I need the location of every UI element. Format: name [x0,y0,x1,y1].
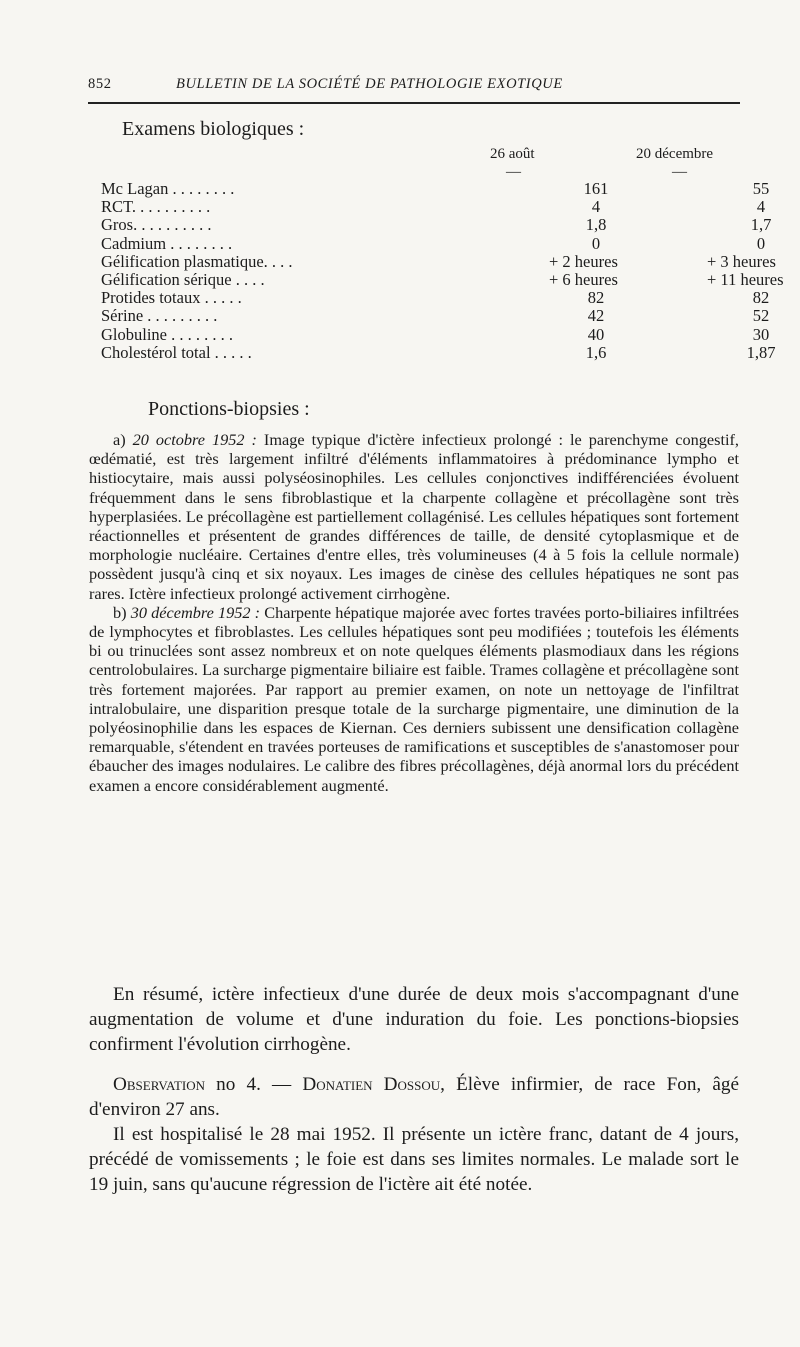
value-dec: 30 [752,324,770,344]
value-aug: 42 [587,306,605,326]
biopsies-heading: Ponctions-biopsies : [148,398,310,420]
biopsy-text [89,430,739,795]
value-dec: 4 [756,197,766,217]
table-row [101,324,770,344]
value-aug: + 2 heures [549,251,618,271]
column-header-1: 26 août [490,146,535,162]
patient-name: Donatien Dossou [302,1074,441,1095]
value-aug: 82 [587,288,605,308]
text-b: Charpente hépatique majorée avec fortes travées porto-biliaires infiltrées de lymphocytes et fibroblastes. Les cellules hépatiques sont peu modifiées ; toutefois les éléments bi ou trinuclées sont assez nombreux et on note quelques éléments plasmodiaux dans les régions centrolobulaires. La surcharge pigmentaire biliaire est faible. Trames collagène et précollagène sont très fortement majorées. Par rapport au premier examen, on note un nettoyage de l'infiltrat intralobulaire, une disparition presque totale de la surcharge pigmentaire, une diminution de la polyéosinophilie dans les espaces de Kiernan. Ces derniers subissent une densification collagène remarquable, s'étendent en travées porteuses de ramifications et susceptibles de s'anastomoser pour ébaucher des images nodulaires. Le calibre des fibres précollagènes, déjà anormal lors du précédent examen a encore considérablement augmenté. [89,602,740,795]
value-aug: 40 [587,324,605,344]
exams-heading: Examens biologiques : [122,118,305,140]
observation-number: no 4. — [205,1074,303,1095]
column-dash-2: — [672,164,687,180]
table-row [101,197,766,217]
observation-block [89,1072,739,1197]
row-label: Protides totaux . . . . . [101,288,242,308]
value-dec: 1,7 [750,215,772,235]
value-dec: 52 [752,306,770,326]
value-aug: + 6 heures [549,269,618,289]
date-b: 30 décembre 1952 : [130,602,261,622]
value-dec: 82 [752,288,770,308]
value-dec: + 11 heures [707,269,784,289]
summary-paragraph: En résumé, ictère infectieux d'une durée de deux mois s'accompagnant d'une augmentation de volume et d'une induration du foie. Les ponctions-biopsies confirment l'évolution cirrhogène. [89,984,739,1055]
table-row [101,179,770,198]
value-dec: 0 [756,233,766,253]
value-dec: 55 [752,179,770,198]
row-label: Gélification plasmatique. . . . [101,251,293,271]
row-label: RCT. . . . . . . . . . [101,197,211,217]
lab-results-table [101,179,784,362]
item-label-a: a) [113,430,133,449]
row-label: Cholestérol total . . . . . [101,342,252,362]
value-aug: 1,8 [585,215,607,235]
value-dec: 1,87 [746,342,776,362]
value-aug: 4 [591,197,601,217]
table-row [101,288,770,308]
table-row [101,306,770,326]
observation-intro [89,1072,739,1122]
patient-description: , Élève infirmier, de race Fon, âgé d'environ 27 ans. [89,1074,739,1120]
date-a: 20 octobre 1952 : [132,430,257,449]
row-label: Sérine . . . . . . . . . [101,306,218,326]
item-label-b: b) [113,602,131,622]
row-label: Mc Lagan . . . . . . . . [101,179,235,198]
value-dec: + 3 heures [707,251,776,271]
page-number: 852 [88,76,112,92]
table-row [101,251,776,271]
value-aug: 0 [591,233,601,253]
table-row [101,233,766,253]
column-dash-1: — [506,164,521,180]
summary-block [89,982,739,1057]
row-label: Cadmium . . . . . . . . [101,233,233,253]
row-label: Gélification sérique . . . . [101,269,265,289]
biopsy-paragraph-a [89,430,739,603]
running-head [88,76,740,100]
row-label: Globuline . . . . . . . . [101,324,233,344]
header-rule [88,102,740,104]
text-a: Image typique d'ictère infectieux prolongé : le parenchyme congestif, œdématié, est très largement infiltré d'éléments inflammatoires à prédominance lympho et histiocytaire, mais aussi polyséosinophiles. Les cellules conjonctives indifférenciées évoluent fréquemment dans le sens fibroblastique et la charpente collagène et précollagène sont très hyperplasiées. Le précollagène est partiellement collagénisé. Les cellules hépatiques sont fortement réactionnelles et présentent de grandes différences de taille, de densité cytoplasmique et de morphologie nucléaire. Certaines d'entre elles, très volumineuses (4 à 5 fois la cellule normale) possèdent jusqu'à cinq et six noyaux. Les images de cinèse des cellules hépatiques ne sont pas rares. Ictère infectieux prolongé activement cirrhogène. [89,430,740,603]
table-row [101,269,784,289]
journal-title: BULLETIN DE LA SOCIÉTÉ DE PATHOLOGIE EXOTIQUE [176,76,563,92]
table-row [101,342,776,362]
column-header-2: 20 décembre [636,146,714,162]
row-label: Gros. . . . . . . . . . [101,215,212,235]
value-aug: 161 [583,179,609,198]
observation-paragraph: Il est hospitalisé le 28 mai 1952. Il présente un ictère franc, datant de 4 jours, précédé de vomissements ; le foie est dans ses limites normales. Le malade sort le 19 juin, sans qu'aucune régression de l'ictère ait été notée. [89,1124,739,1195]
table-row [101,215,772,235]
value-aug: 1,6 [585,342,607,362]
observation-label: Observation [113,1074,206,1095]
biopsy-paragraph-b [89,603,739,795]
